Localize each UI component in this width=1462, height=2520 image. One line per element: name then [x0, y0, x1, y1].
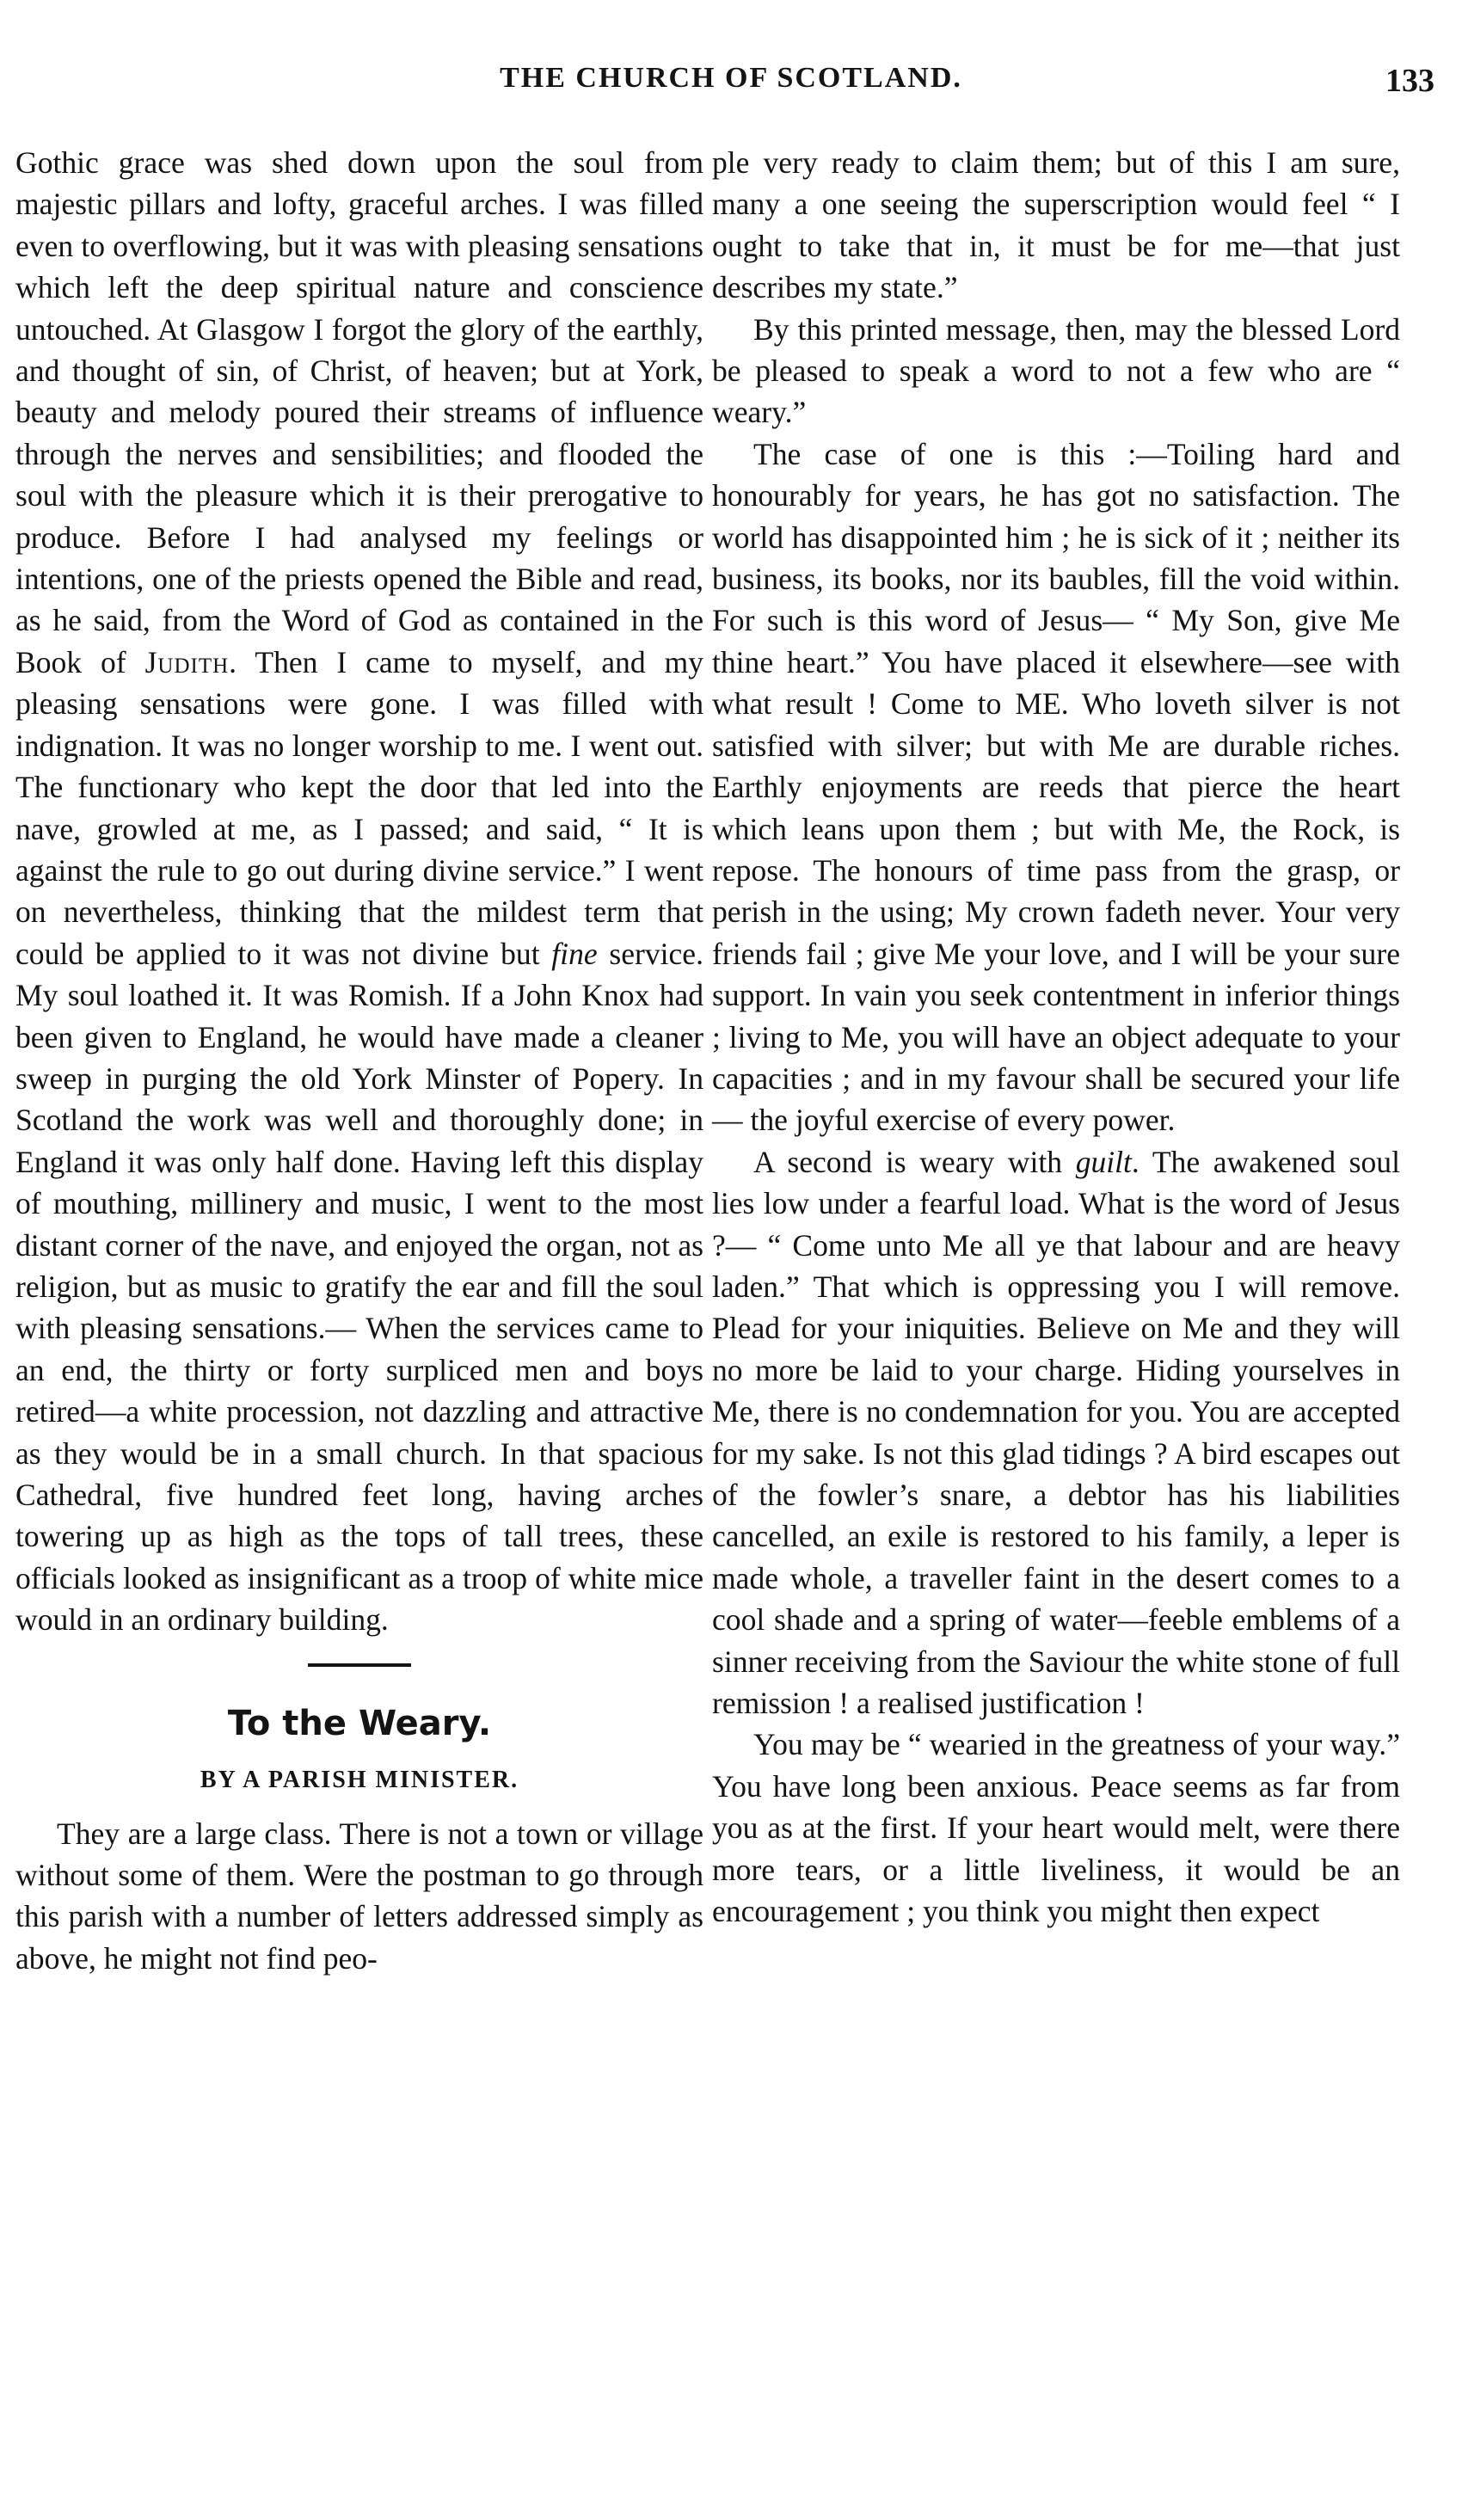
- right-paragraph-4: [712, 1141, 1400, 1724]
- book-title-small-caps: Judith: [144, 644, 230, 679]
- text-run: Gothic grace was shed down upon the soul from majestic pillars and lofty, graceful arches. I was filled even to overflowing, but it was with pleasing sensations which left the deep spiritual nature and conscience untouched. At Glasgow I forgot the glory of the earthly, and thought of sin, of Christ, of heaven; but at York, beauty and melody poured their streams of influence through the nerves and sensibilities; and flooded the soul with the pleasure which it is their prerogative to produce. Before I had analysed my feelings or intentions, one of the priests opened the Bible and read, as he said, from the Word of God as contained in the Book of: [15, 145, 703, 679]
- left-paragraph-1: [15, 142, 703, 1641]
- italic-word: fine: [551, 936, 598, 971]
- running-head: [0, 62, 1462, 114]
- text-run: . Then I came to myself, and my pleasing sensations were gone. I was filled with indignation. It was no longer worship to me. I went out. The functionary who kept the door that led into the nave, growled at me, as I passed; and said, “ It is against the rule to go out during divine service.” I went on nevertheless, thinking that the mildest term that could be applied to it was not divine but: [15, 644, 704, 971]
- right-paragraph-3: The case of one is this :—Toiling hard and honourably for years, he has got no satisfaction. The world has disappointed him ; he is sick of it ; neither its business, its books, nor its baubles, fill the void within. For such is this word of Jesus— “ My Son, give Me thine heart.” You have placed it elsewhere—see with what result ! Come to ME. Who loveth silver is not satisfied with silver; but with Me are durable riches. Earthly enjoyments are reeds that pierce the heart which leans upon them ; but with Me, the Rock, is repose. The honours of time pass from the grasp, or perish in the using; My crown fadeth never. Your very friends fail ; give Me your love, and I will be your sure support. In vain you seek contentment in inferior things ; living to Me, you will have an object adequate to your capacities ; and in my favour shall be secured your life— the joyful exercise of every power.: [712, 436, 1400, 1138]
- right-paragraph-2: By this printed message, then, may the blessed Lord be pleased to speak a word to not a few who are “ weary.”: [712, 311, 1400, 430]
- article-title: To the Weary.: [227, 1703, 492, 1743]
- article-intro-paragraph: They are a large class. There is not a town or village without some of them. Were the postman to go through this parish with a number of letters addressed simply as above, he might not find peo-: [15, 1816, 703, 1976]
- italic-word: guilt: [1075, 1144, 1132, 1179]
- right-paragraph-1: ple very ready to claim them; but of this I am sure, many a one seeing the superscription would feel “ I ought to take that in, it must be for me—that just describes my state.”: [712, 145, 1400, 305]
- article-byline: BY A PARISH MINISTER.: [200, 1766, 519, 1793]
- text-run: A second is weary with: [753, 1144, 1076, 1179]
- section-divider: [308, 1663, 411, 1667]
- right-paragraph-5: You may be “ wearied in the greatness of your way.” You have long been anxious. Peace seems as far from you as at the first. If your heart would melt, were there more tears, or a little liveliness, it would be an encouragement ; you think you might then expect: [712, 1727, 1400, 1929]
- right-column: [712, 142, 1400, 1932]
- text-run: service. My soul loathed it. It was Romish. If a John Knox had been given to England, he would have made a cleaner sweep in purging the old York Minster of Popery. In Scotland the work was well and thoroughly done; in England it was only half done. Having left this display of mouthing, millinery and music, I went to the most distant corner of the nave, and enjoyed the organ, not as religion, but as music to gratify the ear and fill the soul with pleasing sensations.— When the services came to an end, the thirty or forty surpliced men and boys retired—a white procession, not dazzling and attractive as they would be in a small church. In that spacious Cathedral, five hundred feet long, having arches towering up as high as the tops of tall trees, these officials looked as insignificant as a troop of white mice would in an ordinary building.: [15, 936, 703, 1638]
- text-run: . The awakened soul lies low under a fearful load. What is the word of Jesus ?— “ Come unto Me all ye that labour and are heavy laden.” That which is oppressing you I will remove. Plead for your iniquities. Believe on Me and they will no more be laid to your charge. Hiding yourselves in Me, there is no condemnation for you. You are accepted for my sake. Is not this glad tidings ? A bird escapes out of the fowler’s snare, a debtor has his liabilities cancelled, an exile is restored to his family, a leper is made whole, a traveller faint in the desert comes to a cool shade and a spring of water—feeble emblems of a sinner receiving from the Saviour the white stone of full remission ! a realised justification !: [712, 1144, 1400, 1721]
- running-title: THE CHURCH OF SCOTLAND.: [500, 62, 962, 94]
- left-column: [15, 142, 703, 1979]
- page-number: 133: [1385, 63, 1434, 99]
